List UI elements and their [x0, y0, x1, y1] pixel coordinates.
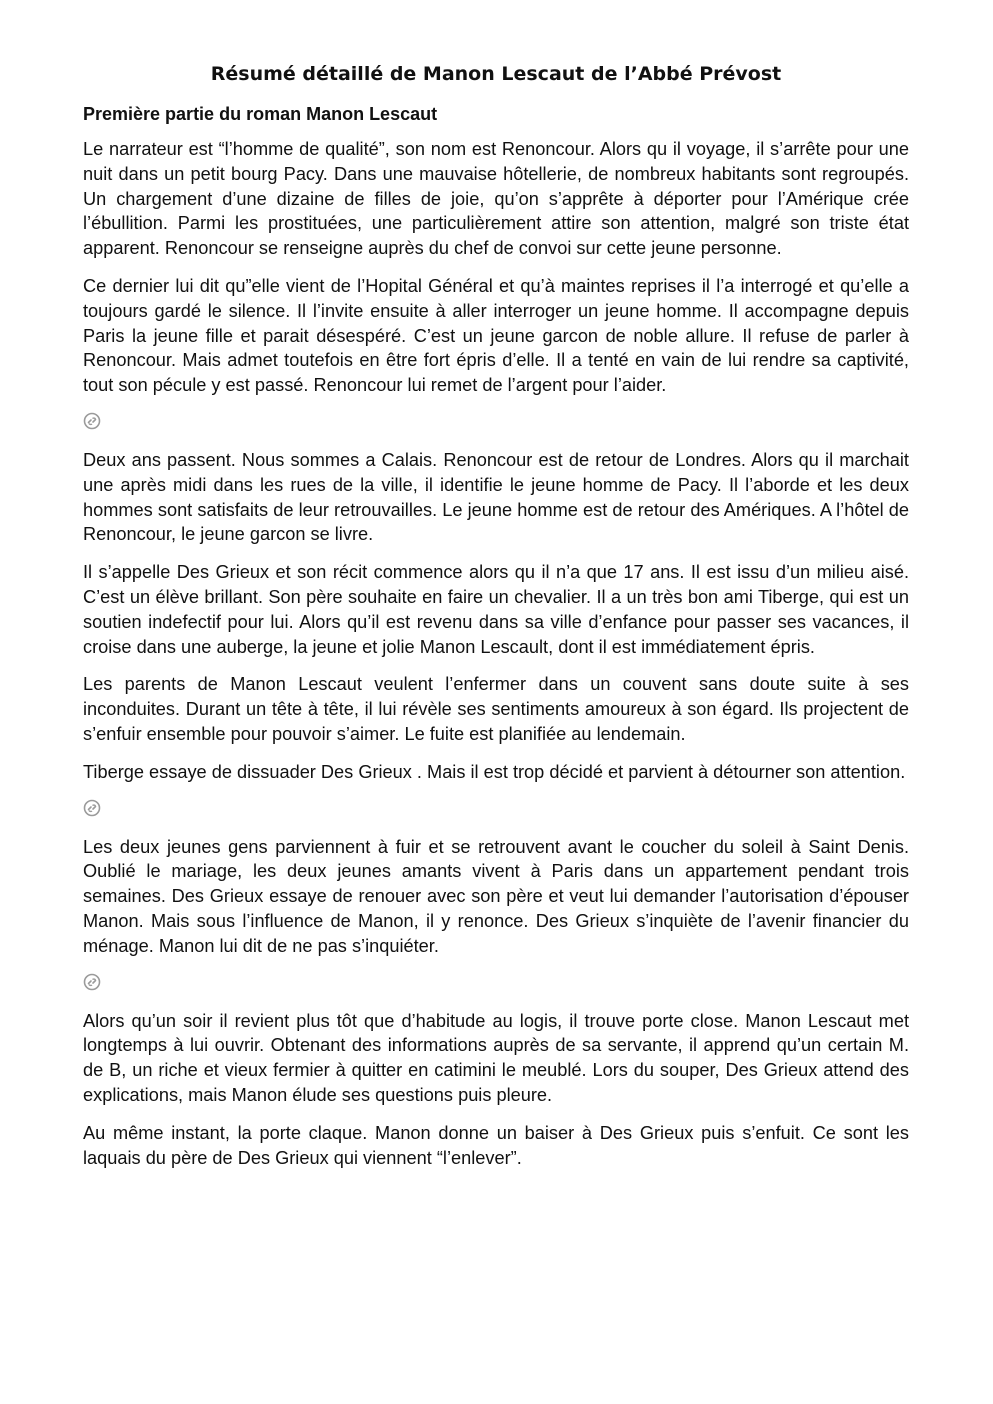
paragraph-1: Le narrateur est “l’homme de qualité”, son nom est Renoncour. Alors qu il voyage, il s’arrête pour une nuit dans un petit bourg Pacy. Dans une mauvaise hôtellerie, de nombreux habitants sont regroupés. Un chargement d’une dizaine de filles de joie, qu’on s’apprête à déporter pour l’Amérique crée l’ébullition. Parmi les prostituées, une particulièrement attire son attention, malgré son triste état apparent. Renoncour se renseigne auprès du chef de convoi sur cette jeune personne.: [83, 139, 909, 259]
paragraph-7: Les deux jeunes gens parviennent à fuir et se retrouvent avant le coucher du soleil à Saint Denis. Oublié le mariage, les deux jeunes amants vivent à Paris dans un appartement pendant trois semaines. Des Grieux essaye de renouer avec son père et veut lui demander l’autorisation d’épouser Manon. Mais sous l’influence de Manon, il y renonce. Des Grieux s’inquiète de l’avenir financier du ménage. Manon lui dit de ne pas s’inquiéter.: [83, 836, 909, 956]
paragraph-2: Ce dernier lui dit qu”elle vient de l’Hopital Général et qu’à maintes reprises il l’a interrogé et qu’elle a toujours gardé le silence. Il l’invite ensuite à aller interroger un jeune homme. Il accompagne depuis Paris la jeune fille et parait désespéré. C’est un jeune garcon de noble allure. Il refuse de parler à Renoncour. Mais admet toutefois en être fort épris d’elle. Il a tenté en vain de lui rendre sa captivité, tout son pécule y est passé. Renoncour lui remet de l’argent pour l’aider.: [83, 275, 909, 396]
paragraph-5: Les parents de Manon Lescaut veulent l’enfermer dans un couvent sans doute suite à ses inconduites. Durant un tête à tête, il lui révèle ses sentiments amoureux à son égard. Ils projectent de s’enfuir ensemble pour pouvoir s’aimer. Le fuite est planifiée au lendemain.: [83, 674, 909, 744]
paragraph-8: Alors qu’un soir il revient plus tôt que d’habitude au logis, il trouve porte close. Manon Lescaut met longtemps à lui ouvrir. Obtenant des informations auprès de sa servante, il apprend qu’un certain M. de B, un riche et vieux fermier à quitter en catimini le meublé. Lors du souper, Des Grieux attend des explications, mais Manon élude ses questions puis pleure.: [83, 1010, 909, 1105]
section-heading: Première partie du roman Manon Lescaut: [83, 104, 438, 124]
paragraph-6: Tiberge essaye de dissuader Des Grieux . Mais il est trop décidé et parvient à détourner son attention.: [83, 761, 906, 782]
paragraph-9: Au même instant, la porte claque. Manon donne un baiser à Des Grieux puis s’enfuit. Ce sont les laquais du père de Des Grieux qui viennent “l’enlever”.: [83, 1122, 909, 1168]
paragraph-3: Deux ans passent. Nous sommes a Calais. Renoncour est de retour de Londres. Alors qu il marchait une après midi dans les rues de la ville, il identifie le jeune homme de Pacy. Il l’aborde et les deux hommes sont satisfaits de leur retrouvailles. Le jeune homme est de retour des Amériques. A l’hôtel de Renoncour, le jeune garcon se livre.: [83, 449, 909, 545]
broken-link-icon: [83, 798, 909, 822]
broken-link-icon: [83, 411, 909, 435]
broken-link-icon: [83, 972, 909, 996]
paragraph-4: Il s’appelle Des Grieux et son récit commence alors qu il n’a que 17 ans. Il est issu d’un milieu aisé. C’est un élève brillant. Son père souhaite en faire un chevalier. Il a un très bon ami Tiberge, qui est un soutien indefectif pour lui. Alors qu’il est revenu dans sa ville d’enfance pour passer ses vacances, il croise dans une auberge, la jeune et jolie Manon Lescault, dont il est immédiatement épris.: [83, 562, 909, 657]
document-page: [83, 58, 909, 1183]
document-title: Résumé détaillé de Manon Lescaut de l’Abbé Prévost: [210, 63, 782, 85]
